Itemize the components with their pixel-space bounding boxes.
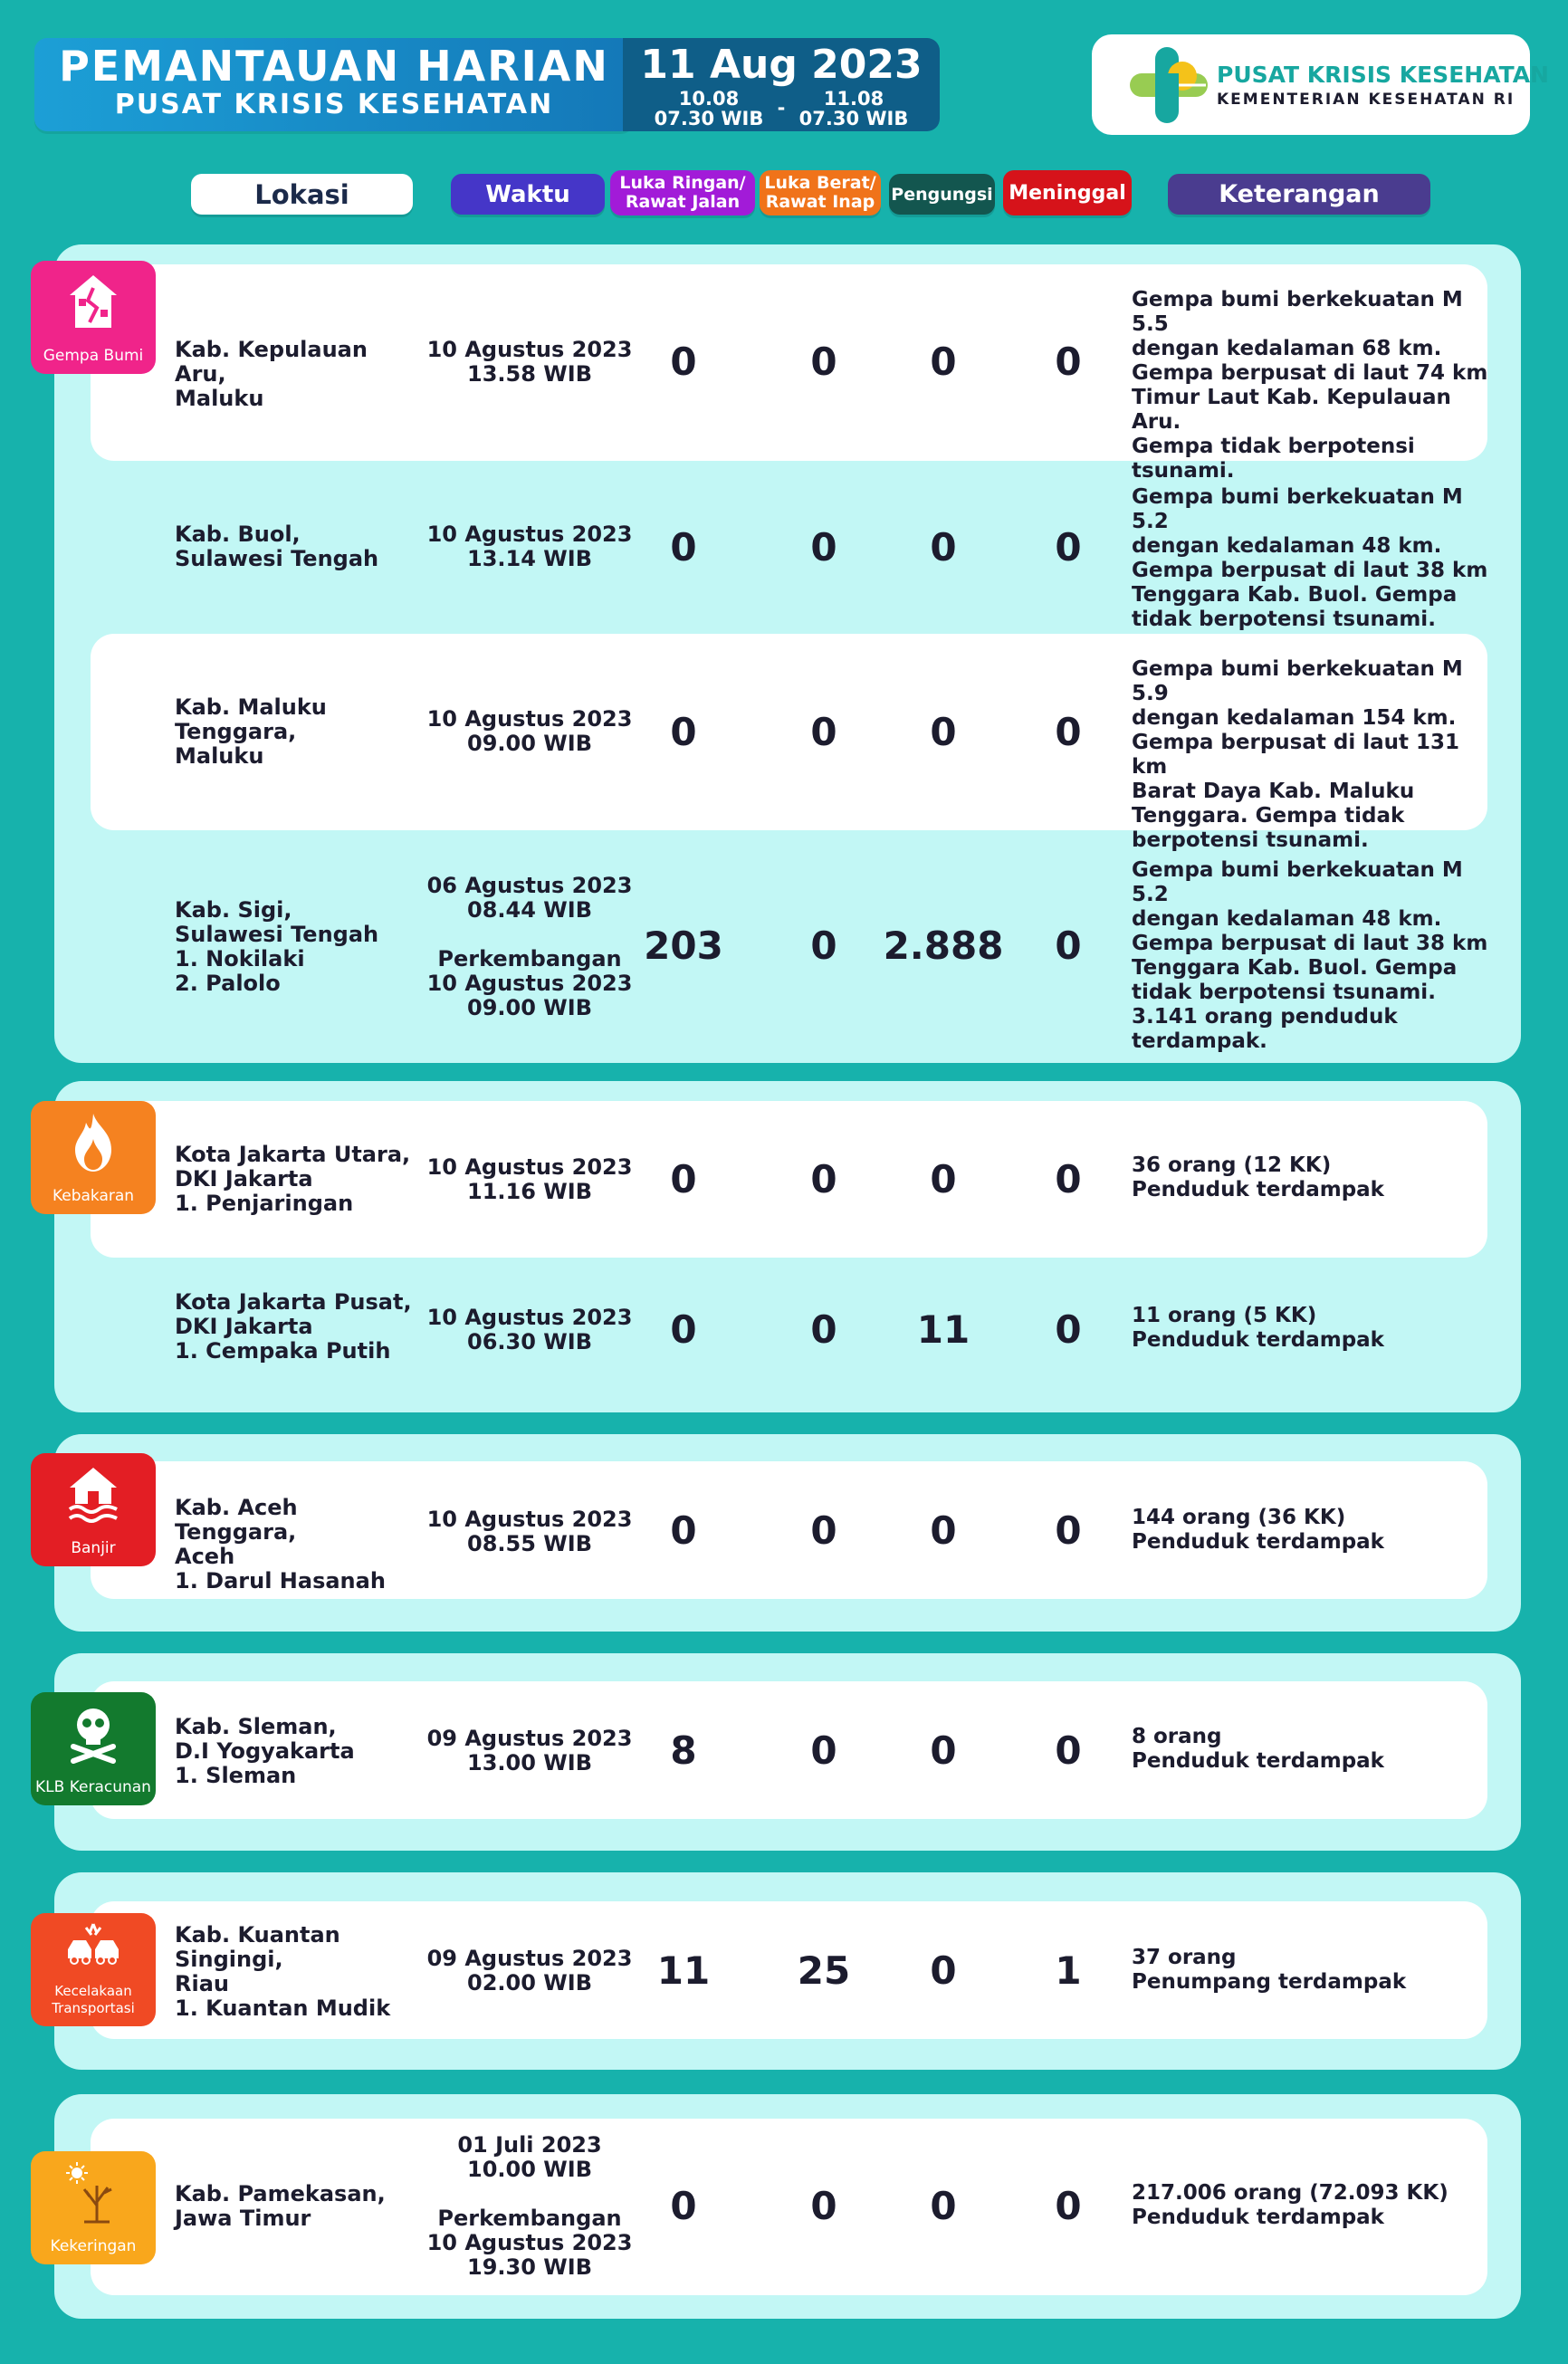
cell-pengungsi: 0 <box>930 1508 957 1553</box>
cell-luka-berat: 0 <box>810 340 837 384</box>
cell-luka-ringan: 0 <box>670 525 697 569</box>
cell-luka-berat: 0 <box>810 1508 837 1553</box>
cell-keterangan: 8 orang Penduduk terdampak <box>1132 1725 1384 1773</box>
fire-icon <box>66 1112 120 1173</box>
category-badge-banjir <box>31 1453 156 1566</box>
logo-card <box>1092 34 1549 135</box>
cell-meninggal: 0 <box>1055 340 1082 384</box>
category-badge-klb-keracunan <box>31 1692 156 1805</box>
col-header-luka-ringan: Luka Ringan/ Rawat Jalan <box>610 170 755 215</box>
flood-house-icon <box>66 1464 120 1526</box>
cell-luka-ringan: 0 <box>670 340 697 384</box>
category-label: Kecelakaan Transportasi <box>52 1983 135 2016</box>
cell-lokasi: Kab. Maluku Tenggara, Maluku <box>175 694 327 769</box>
dry-tree-sun-icon <box>66 2162 120 2224</box>
cell-lokasi: Kab. Kepulauan Aru, Maluku <box>175 337 368 411</box>
cell-lokasi: Kab. Pamekasan, Jawa Timur <box>175 2181 386 2231</box>
cell-meninggal: 0 <box>1055 710 1082 754</box>
cell-keterangan: 36 orang (12 KK) Penduduk terdampak <box>1132 1153 1384 1201</box>
cell-luka-berat: 25 <box>797 1948 851 1993</box>
title-banner <box>34 38 634 131</box>
cell-luka-berat: 0 <box>810 924 837 968</box>
logo-name: PUSAT KRISIS KESEHATAN <box>1217 62 1549 88</box>
cell-meninggal: 0 <box>1055 525 1082 569</box>
cell-waktu: 10 Agustus 2023 11.16 WIB <box>426 1154 633 1204</box>
car-crash-icon <box>66 1920 120 1971</box>
cell-keterangan: 37 orang Penumpang terdampak <box>1132 1946 1407 1994</box>
cell-lokasi: Kota Jakarta Utara, DKI Jakarta 1. Penjaringan <box>175 1142 411 1216</box>
category-badge-kekeringan <box>31 2151 156 2264</box>
cell-waktu: 10 Agustus 2023 06.30 WIB <box>426 1305 633 1354</box>
col-header-luka-berat: Luka Berat/ Rawat Inap <box>760 170 881 215</box>
col-header-pengungsi: Pengungsi <box>889 174 995 215</box>
cell-luka-berat: 0 <box>810 525 837 569</box>
cell-keterangan: Gempa bumi berkekuatan M 5.2 dengan kedalaman 48 km. Gempa berpusat di laut 38 km Tenggara Kab. Buol. Gempa tidak berpotensi tsunami. 3.141 orang penduduk terdampak. <box>1132 858 1488 1053</box>
cell-pengungsi: 0 <box>930 2184 957 2228</box>
house-earthquake-icon <box>66 272 120 333</box>
category-label: KLB Keracunan <box>35 1778 151 1796</box>
cell-keterangan: Gempa bumi berkekuatan M 5.5 dengan kedalaman 68 km. Gempa berpusat di laut 74 km Timur Laut Kab. Kepulauan Aru. Gempa tidak berpotensi tsunami. <box>1132 288 1488 483</box>
cell-luka-ringan: 0 <box>670 1157 697 1201</box>
page-title: PEMANTAUAN HARIAN <box>59 42 609 91</box>
cell-keterangan: Gempa bumi berkekuatan M 5.2 dengan kedalaman 48 km. Gempa berpusat di laut 38 km Tenggara Kab. Buol. Gempa tidak berpotensi tsunami. <box>1132 485 1488 631</box>
cell-meninggal: 0 <box>1055 924 1082 968</box>
cell-lokasi: Kab. Kuantan Singingi, Riau 1. Kuantan Mudik <box>175 1922 391 2021</box>
cell-luka-ringan: 0 <box>670 2184 697 2228</box>
col-header-lokasi: Lokasi <box>191 174 413 215</box>
cell-waktu: 10 Agustus 2023 13.14 WIB <box>426 522 633 571</box>
page-subtitle: PUSAT KRISIS KESEHATAN <box>114 89 554 120</box>
cell-waktu: 10 Agustus 2023 08.55 WIB <box>426 1507 633 1556</box>
category-label: Kekeringan <box>50 2237 137 2255</box>
cell-waktu: 09 Agustus 2023 02.00 WIB <box>426 1946 633 1996</box>
report-date: 11 Aug 2023 <box>640 42 923 88</box>
cell-keterangan: Gempa bumi berkekuatan M 5.9 dengan kedalaman 154 km. Gempa berpusat di laut 131 km Barat Daya Kab. Maluku Tenggara. Gempa tidak berpotensi tsunami. <box>1132 657 1463 852</box>
cell-waktu: 10 Agustus 2023 09.00 WIB <box>426 706 633 756</box>
cell-pengungsi: 0 <box>930 525 957 569</box>
cell-meninggal: 0 <box>1055 1307 1082 1352</box>
range-separator: - <box>777 97 786 119</box>
date-banner <box>623 38 940 131</box>
cell-luka-berat: 0 <box>810 1157 837 1201</box>
cell-pengungsi: 0 <box>930 1728 957 1773</box>
cell-luka-berat: 0 <box>810 1728 837 1773</box>
cell-meninggal: 1 <box>1055 1948 1082 1993</box>
cell-luka-ringan: 0 <box>670 710 697 754</box>
range-end-time: 07.30 WIB <box>798 108 909 129</box>
cell-lokasi: Kab. Aceh Tenggara, Aceh 1. Darul Hasanah <box>175 1495 386 1594</box>
cell-lokasi: Kab. Buol, Sulawesi Tengah <box>175 522 379 571</box>
cell-pengungsi: 0 <box>930 340 957 384</box>
range-start-date: 10.08 <box>678 88 740 110</box>
category-badge-kebakaran <box>31 1101 156 1214</box>
cell-pengungsi: 0 <box>930 1948 957 1993</box>
category-badge-gempa-bumi <box>31 261 156 374</box>
category-badge-kecelakaan-transportasi <box>31 1913 156 2026</box>
category-label: Kebakaran <box>52 1187 135 1205</box>
cell-luka-berat: 0 <box>810 1307 837 1352</box>
cell-meninggal: 0 <box>1055 1728 1082 1773</box>
pusat-krisis-logo-icon <box>1128 45 1209 125</box>
skull-crossbones-icon <box>66 1703 120 1765</box>
logo-ministry: KEMENTERIAN KESEHATAN RI <box>1217 91 1515 109</box>
cell-meninggal: 0 <box>1055 1508 1082 1553</box>
cell-lokasi: Kab. Sleman, D.I Yogyakarta 1. Sleman <box>175 1714 355 1788</box>
cell-keterangan: 217.006 orang (72.093 KK) Penduduk terdampak <box>1132 2181 1448 2229</box>
cell-meninggal: 0 <box>1055 2184 1082 2228</box>
cell-pengungsi: 11 <box>916 1307 970 1352</box>
cell-waktu: 01 Juli 2023 10.00 WIB Perkembangan 10 Agustus 2023 19.30 WIB <box>426 2132 633 2280</box>
cell-keterangan: 11 orang (5 KK) Penduduk terdampak <box>1132 1304 1384 1352</box>
col-header-meninggal: Meninggal <box>1003 170 1132 215</box>
cell-lokasi: Kota Jakarta Pusat, DKI Jakarta 1. Cempaka Putih <box>175 1289 412 1364</box>
range-start-time: 07.30 WIB <box>654 108 764 129</box>
range-end-date: 11.08 <box>823 88 884 110</box>
col-header-keterangan: Keterangan <box>1168 174 1430 215</box>
cell-waktu: 09 Agustus 2023 13.00 WIB <box>426 1726 633 1775</box>
cell-pengungsi: 0 <box>930 710 957 754</box>
category-label: Banjir <box>71 1539 116 1557</box>
col-header-waktu: Waktu <box>451 174 605 215</box>
cell-keterangan: 144 orang (36 KK) Penduduk terdampak <box>1132 1506 1384 1554</box>
cell-luka-ringan: 0 <box>670 1307 697 1352</box>
cell-pengungsi: 2.888 <box>883 924 1004 968</box>
range-start <box>650 89 768 129</box>
category-label: Gempa Bumi <box>43 347 144 365</box>
cell-luka-berat: 0 <box>810 2184 837 2228</box>
cell-luka-ringan: 0 <box>670 1508 697 1553</box>
cell-luka-ringan: 203 <box>644 924 723 968</box>
range-end <box>795 89 913 129</box>
cell-luka-ringan: 8 <box>670 1728 697 1773</box>
cell-waktu: 06 Agustus 2023 08.44 WIB Perkembangan 10 Agustus 2023 09.00 WIB <box>426 873 633 1020</box>
cell-meninggal: 0 <box>1055 1157 1082 1201</box>
cell-lokasi: Kab. Sigi, Sulawesi Tengah 1. Nokilaki 2. Palolo <box>175 897 379 996</box>
cell-luka-ringan: 11 <box>656 1948 711 1993</box>
cell-waktu: 10 Agustus 2023 13.58 WIB <box>426 337 633 387</box>
cell-pengungsi: 0 <box>930 1157 957 1201</box>
cell-luka-berat: 0 <box>810 710 837 754</box>
